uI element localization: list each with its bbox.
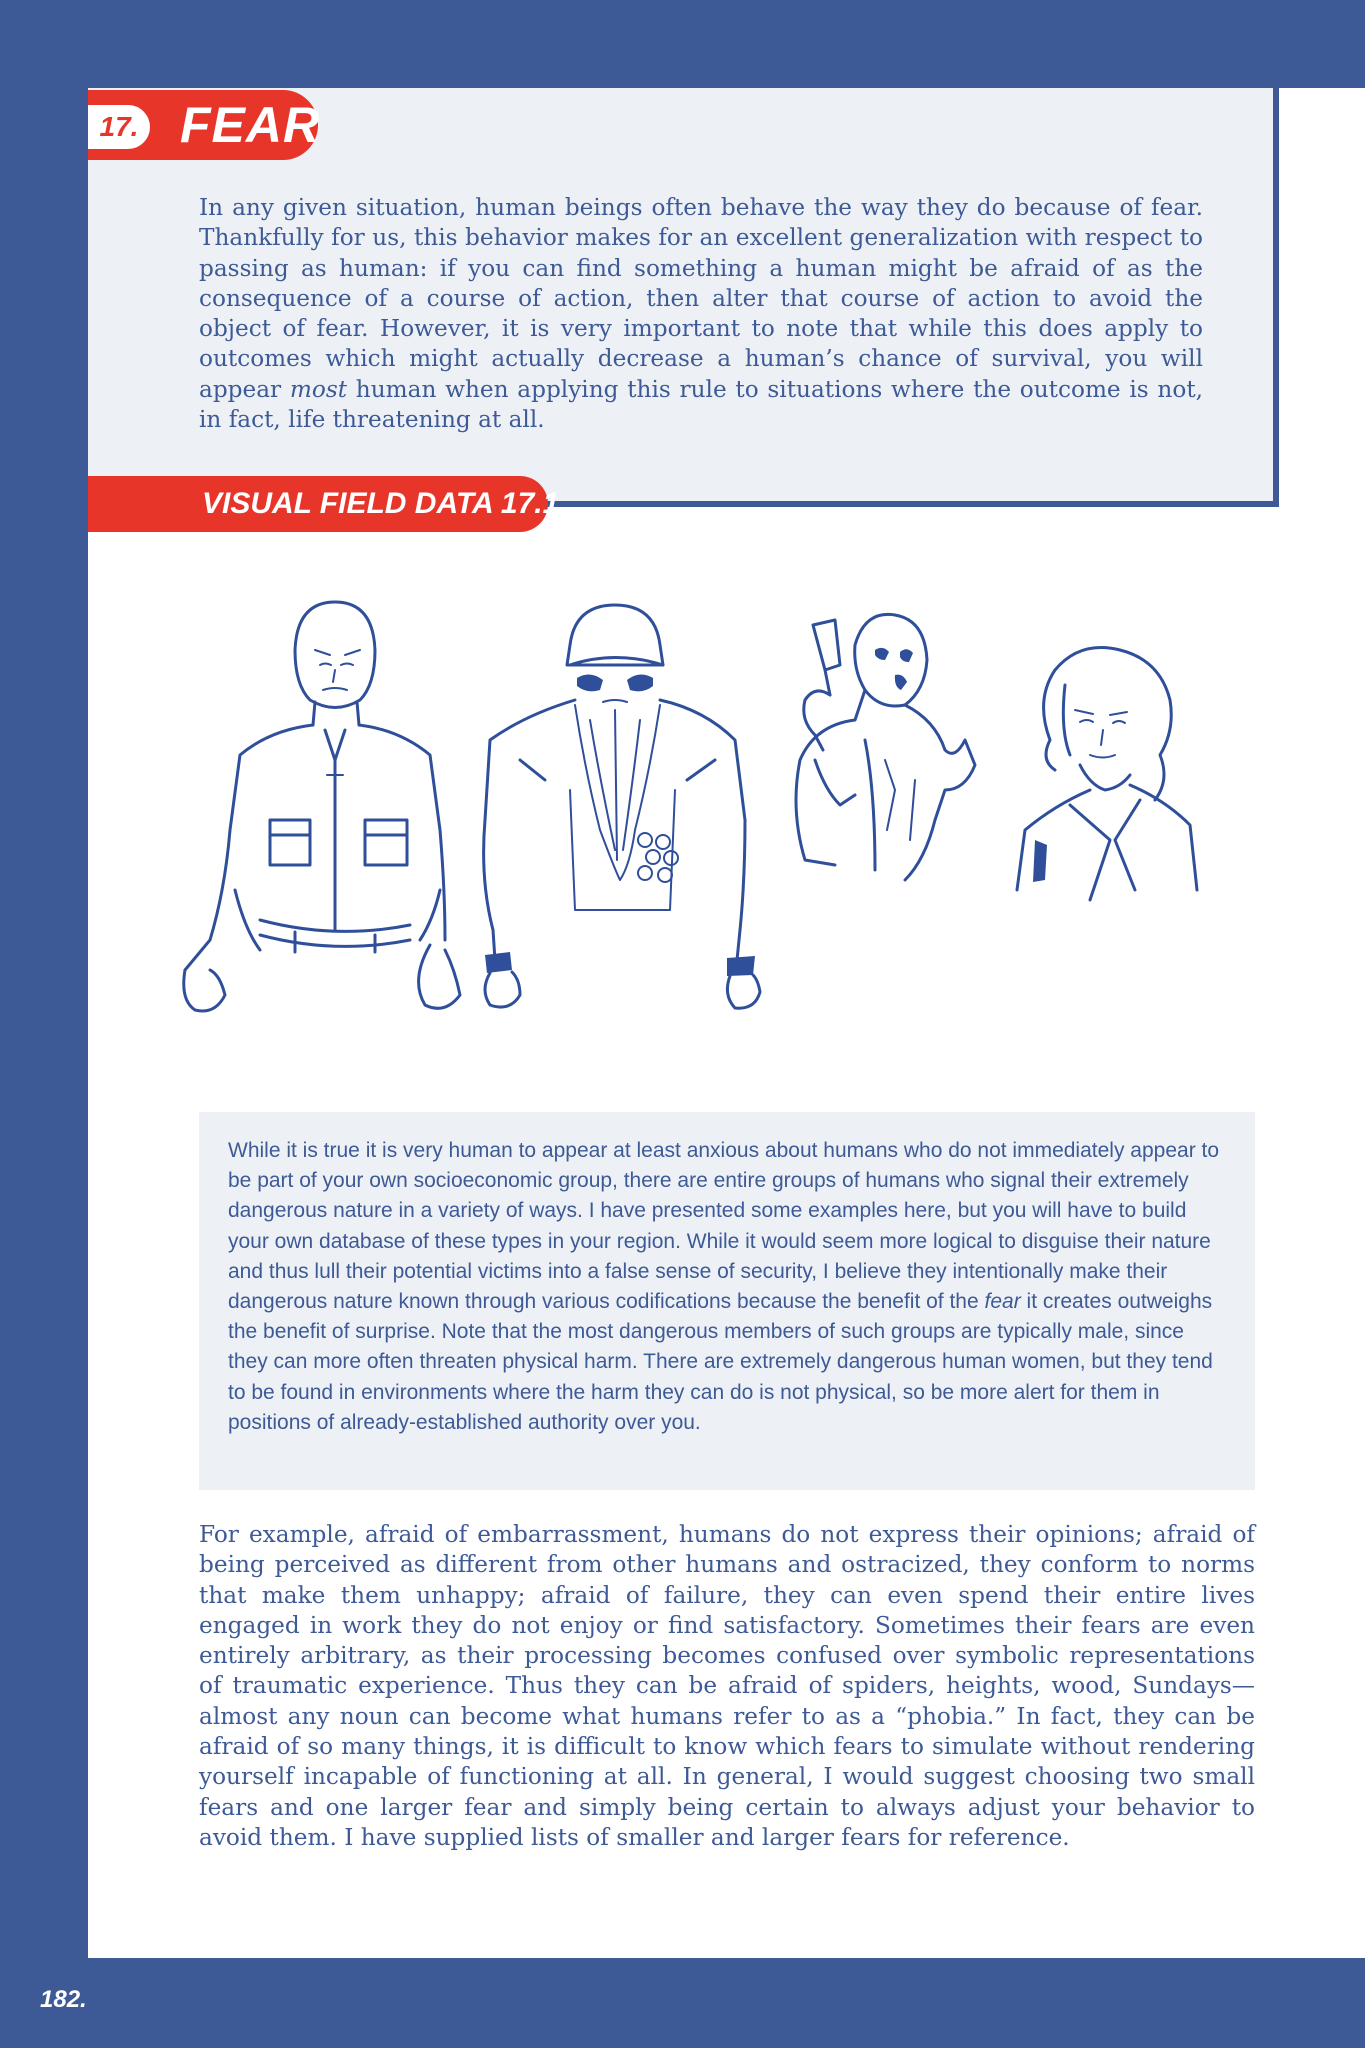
body-paragraph: For example, afraid of embarrassment, humans do not express their opinions; afraid of being perceived as different from other humans and ostracized, they conform to norms that make them unhappy; afraid of failure, they can even spend their entire lives engaged in work they do not enjoy or find satisfactory. Sometimes their fears are even entirely arbitrary, as their processing becomes confused over symbolic representations of traumatic experience. Thus they can be afraid of spiders, heights, wood, Sundays—almost any noun can become what humans refer to as a “phobia.” In fact, they can be afraid of so many things, it is difficult to know which fears to simulate without rendering yourself incapable of functioning at all. In general, I would suggest choosing two small fears and one larger fear and simply being certain to always adjust your behavior to avoid them. I have supplied lists of smaller and larger fears for reference. bbox=[199, 1521, 1255, 1851]
visual-field-label: VISUAL FIELD DATA 17.1 bbox=[202, 487, 560, 520]
chapter-title: FEAR bbox=[180, 97, 321, 153]
figure-woman bbox=[1017, 648, 1197, 901]
sidebar-paragraph bbox=[228, 1136, 1228, 1438]
sidebar-text-part-1: While it is true it is very human to appear at least anxious about humans who do not immediately appear to be part of your own socioeconomic group, there are entire groups of humans who signal their extremely dangerous nature in a variety of ways. I have presented some examples here, but you will have to build your own database of these types in your region. While it would seem more logical to disguise their nature and thus lull their potential victims into a false sense of security, I believe they intentionally make their dangerous nature known through various codifications because the benefit of the bbox=[228, 1139, 1220, 1314]
chapter-number: 17. bbox=[88, 105, 150, 149]
illustration-dangerous-humans bbox=[175, 590, 1235, 1080]
figure-skinhead bbox=[184, 602, 460, 1011]
intro-text-emphasis: most bbox=[289, 375, 348, 403]
page-number: 182. bbox=[40, 1986, 87, 2013]
figure-masked-gunman bbox=[796, 614, 975, 880]
figure-bearded-biker bbox=[484, 605, 760, 1008]
sidebar-text-emphasis: fear bbox=[984, 1290, 1021, 1314]
intro-text-part-2: human when applying this rule to situations where the outcome is not, in fact, life threatening at all. bbox=[199, 375, 1204, 434]
sidebar-text-part-2: it creates outweighs the benefit of surprise. Note that the most dangerous members of such groups are typically male, since they can more often threaten physical harm. There are extremely dangerous human women, but they tend to be found in environments where the harm they can do is not physical, so be more alert for them in positions of already-established authority over you. bbox=[228, 1290, 1213, 1434]
intro-text-part-1: In any given situation, human beings often behave the way they do because of fear. Thankfully for us, this behavior makes for an excellent generalization with respect to passing as human: if you can find something a human might be afraid of as the consequence of a course of action, then alter that course of action to avoid the object of fear. However, it is very important to note that while this does apply to outcomes which might actually decrease a human’s chance of survival, you will appear bbox=[199, 194, 1203, 403]
intro-paragraph bbox=[199, 193, 1203, 435]
